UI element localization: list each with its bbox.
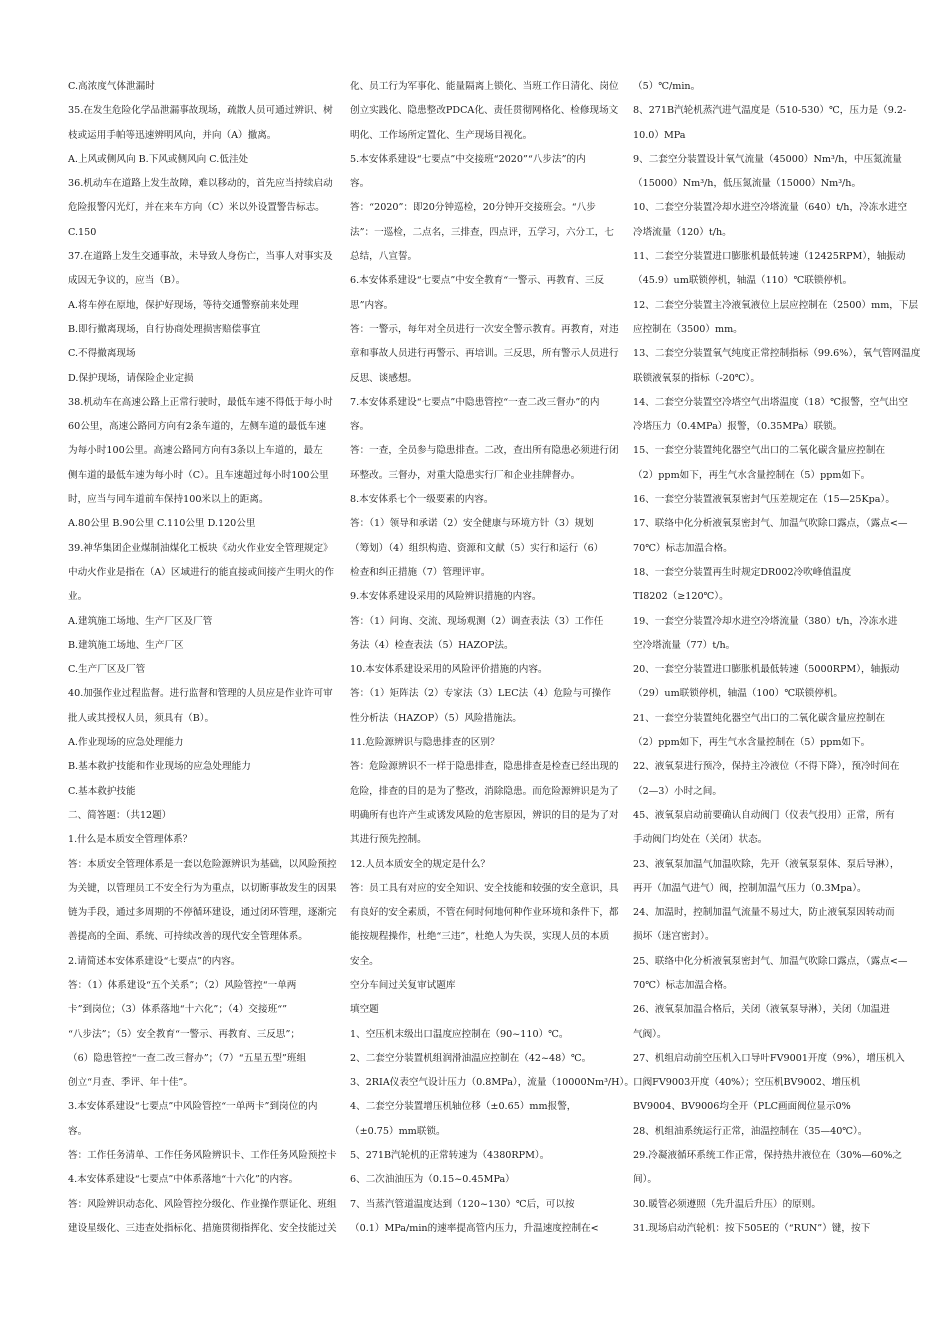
text-line: C.基本救护技能 [68, 785, 136, 797]
text-line: 思”内容。 [350, 299, 394, 311]
text-line: （29）um联锁停机，轴温（100）℃联锁停机。 [633, 688, 844, 700]
text-line: （15000）Nm³/h，低压氮流量（15000）Nm³/h。 [633, 178, 862, 190]
text-line: 口阀FV9003开度（40%）；空压机BV9002、增压机 [633, 1077, 861, 1089]
text-line: 15、一套空分装置纯化器空气出口的二氧化碳含量应控制在 [633, 445, 886, 457]
text-line: 10.本安体系建设采用的风险评价措施的内容。 [350, 664, 548, 676]
text-line: 9、二套空分装置设计氧气流量（45000）Nm³/h，中压氮流量 [633, 153, 902, 165]
text-line: 37.在道路上发生交通事故，未导致人身伤亡，当事人对事实及 [68, 251, 333, 263]
text-line: 检查和纠正措施（7）管理评审。 [350, 566, 491, 578]
text-line: 3、2RIA仪表空气设计压力（0.8MPa），流量（10000Nm³/H）。 [350, 1077, 634, 1089]
text-line: 冷塔流量（120）t/h。 [633, 226, 732, 238]
text-column-right [633, 75, 921, 1241]
text-column-left [68, 75, 336, 1241]
text-line: 创立“月查、季评、年十佳”。 [68, 1077, 193, 1089]
text-line: A.将车停在原地，保护好现场，等待交通警察前来处理 [68, 299, 299, 311]
text-line: 29.冷凝液循环系统工作正常，保持热井液位在（30%—60%之 [633, 1150, 902, 1162]
text-line: 6.本安体系建设“七要点”中安全教育“一警示、再教育、三反 [350, 275, 605, 287]
text-line: 应控制在（3500）mm。 [633, 323, 743, 335]
text-line: 答：危险源辨识不一样于隐患排查，隐患排查是检查已经出现的 [350, 761, 619, 773]
text-line: 善提高的全面、系统、可持续改善的现代安全管理体系。 [68, 931, 308, 943]
text-line: D.保护现场，请保险企业定损 [68, 372, 194, 384]
text-line: 枝或运用手帕等迅速辨明风向，并向（A）撤离。 [68, 129, 277, 141]
text-line: 38.机动车在高速公路上正常行驶时，最低车速不得低于每小时 [68, 396, 333, 408]
text-column-middle [350, 75, 634, 1241]
text-line: TI8202（≥120℃）。 [633, 591, 729, 603]
text-line: 5.本安体系建设“七要点”中交接班“2020”“八步法”的内 [350, 153, 586, 165]
text-line: B.即行撤离现场，自行协商处理损害赔偿事宜 [68, 323, 261, 335]
text-line: 12、二套空分装置主冷液氧液位上层应控制在（2500）mm，下层 [633, 299, 919, 311]
text-line: 答：（1）矩阵法（2）专家法（3）LEC法（4）危险与可操作 [350, 688, 611, 700]
text-line: （5）℃/min。 [633, 81, 701, 92]
text-line: 答：（1）领导和承诺（2）安全健康与环境方针（3）规划 [350, 518, 594, 530]
text-line: B.建筑施工场地、生产厂区 [68, 639, 184, 651]
text-line: 2.请简述本安体系建设“七要点”的内容。 [68, 955, 241, 967]
text-line: 13、二套空分装置氧气纯度正常控制指标（99.6%），氧气管网温度 [633, 348, 921, 360]
text-line: 17、联络中化分析液氧泵密封气、加温气吹除口露点，（露点<— [633, 518, 908, 530]
text-line: 空冷塔流量（77）t/h。 [633, 639, 736, 651]
text-line: 答：本质安全管理体系是一套以危险源辨识为基础，以风险预控 [68, 858, 337, 870]
text-line: 空分车间过关复审试题库 [350, 979, 456, 991]
text-line: 39.神华集团企业煤制油煤化工板块《动火作业安全管理规定》 [68, 542, 333, 554]
text-line: 章和事故人员进行再警示、再培训。三反思，所有警示人员进行 [350, 348, 619, 360]
text-line: 为关键，以管理员工不安全行为为重点，以切断事故发生的因果 [68, 882, 337, 894]
text-line: 60公里，高速公路同方向有2条车道的，左侧车道的最低车速 [68, 421, 327, 433]
text-line: 手动阀门均处在（关闭）状态。 [633, 834, 768, 846]
text-line: （6）隐患管控“一查二改三督办”；（7）“五星五型”班组 [68, 1052, 307, 1064]
text-line: 答：一警示，每年对全员进行一次安全警示教育。再教育，对违 [350, 323, 619, 335]
text-line: 4、二套空分装置增压机轴位移（±0.65）mm报警， [350, 1101, 577, 1113]
text-line: C.150 [68, 226, 97, 238]
text-line: 明化、工作场所定置化、生产现场目视化。 [350, 129, 533, 141]
text-line: C.高浓度气体泄漏时 [68, 81, 155, 92]
text-line: B.基本救护技能和作业现场的应急处理能力 [68, 761, 251, 773]
text-line: 26、液氧泵加温合格后，关闭（液氧泵导淋），关闭（加温进 [633, 1004, 890, 1016]
text-line: 20、一套空分装置进口膨胀机最低转速（5000RPM），轴振动 [633, 664, 900, 676]
text-line: 45、液氧泵启动前要确认自动阀门（仪表气投用）正常，所有 [633, 809, 895, 821]
text-line: 总结，八宣誓。 [350, 251, 418, 263]
text-line: 联锁液氧泵的指标（-20℃）。 [633, 372, 760, 384]
text-line: （±0.75）mm联锁。 [350, 1125, 446, 1137]
text-line: 答：“2020”：即20分钟巡检，20分钟开交接班会。“八步 [350, 202, 596, 214]
text-line: 有良好的安全素质，不管在何时何地何种作业环境和条件下，都 [350, 907, 619, 919]
text-line: 35.在发生危险化学品泄漏事故现场，疏散人员可通过辨识、树 [68, 105, 333, 117]
text-line: 建设星级化、三违查处指标化、措施贯彻指挥化、安全技能过关 [68, 1222, 337, 1234]
text-line: 70℃）标志加温合格。 [633, 542, 733, 554]
text-line: 36.机动车在道路上发生故障，难以移动的，首先应当持续启动 [68, 178, 333, 190]
text-line: 答：（1）问询、交流、现场观测（2）调查表法（3）工作任 [350, 615, 604, 627]
text-line: 化、员工行为军事化、能量隔离上锁化、当班工作日清化、岗位 [350, 81, 619, 92]
text-line: 27、机组启动前空压机入口导叶FV9001开度（9%），增压机入 [633, 1052, 905, 1064]
text-line: 11.危险源辨识与隐患排查的区别？ [350, 737, 500, 749]
text-line: 环整改。三督办，对重大隐患实行厂和企业挂牌督办。 [350, 469, 581, 481]
text-line: 25、联络中化分析液氧泵密封气、加温气吹除口露点，（露点<— [633, 955, 908, 967]
text-line: 12.人员本质安全的规定是什么？ [350, 858, 490, 870]
text-line: 70℃）标志加温合格。 [633, 979, 733, 991]
text-line: 业。 [68, 591, 88, 603]
text-line: 冷塔压力（0.4MPa）报警，（0.35MPa）联锁。 [633, 421, 843, 433]
text-line: 11、二套空分装置进口膨胀机最低转速（12425RPM），轴振动 [633, 251, 906, 263]
text-line: 8、271B汽轮机蒸汽进气温度是（510-530）℃，压力是（9.2- [633, 105, 907, 117]
text-line: （筹划）（4）组织构造、资源和文献（5）实行和运行（6） [350, 542, 604, 554]
text-line: 容。 [68, 1125, 88, 1137]
text-line: 容。 [350, 178, 370, 190]
text-line: A.80公里 B.90公里 C.110公里 D.120公里 [68, 518, 256, 530]
text-line: 3.本安体系建设“七要点”中风险管控“一单两卡”到岗位的内 [68, 1101, 318, 1113]
text-line: （2—3）小时之间。 [633, 785, 722, 797]
text-line: 5、271B汽轮机的正常转速为（4380RPM）。 [350, 1150, 550, 1162]
text-line: （2）ppm如下，再生气水含量控制在（5）ppm如下。 [633, 469, 871, 481]
text-line: 16、一套空分装置液氧泵密封气压差规定在（15—25Kpa）。 [633, 494, 895, 506]
text-line: A.作业现场的应急处理能力 [68, 737, 184, 749]
text-line: 24、加温时，控制加温气流量不易过大，防止液氧泵因转动而 [633, 907, 895, 919]
text-line: 明确所有也许产生或诱发风险的危害原因，辨识的目的是为了对 [350, 809, 619, 821]
text-line: 21、一套空分装置纯化器空气出口的二氧化碳含量应控制在 [633, 712, 886, 724]
text-line: 成因无争议的，应当（B）。 [68, 275, 186, 287]
text-line: 22、液氧泵进行预冷，保持主冷液位（不得下降），预冷时间在 [633, 761, 900, 773]
text-line: C.不得撤离现场 [68, 348, 136, 360]
text-line: 答：工作任务清单、工作任务风险辨识卡、工作任务风险预控卡 [68, 1150, 337, 1162]
text-line: 8.本安体系七个一级要素的内容。 [350, 494, 494, 506]
text-line: 危险报警闪光灯，并在来车方向（C）米以外设置警告标志。 [68, 202, 325, 214]
text-line: 法”：一巡检，二点名，三排查，四点评，五学习，六分工，七 [350, 226, 614, 238]
text-line: 答：（1）体系建设“五个关系”；（2）风险管控“一单两 [68, 979, 297, 991]
text-line: 中动火作业是指在（A）区域进行的能直接或间接产生明火的作 [68, 566, 334, 578]
text-line: 能按规程操作，杜绝“三违”，杜绝人为失误，实现人员的本质 [350, 931, 610, 943]
text-line: 10、二套空分装置冷却水进空冷塔流量（640）t/h，冷冻水进空 [633, 202, 908, 214]
text-line: 23、液氧泵加温气加温吹除，先开（液氧泵泵体、泵后导淋）， [633, 858, 900, 870]
text-line: 填空题 [350, 1004, 379, 1016]
text-line: 28、机组油系统运行正常，油温控制在（35—40℃）。 [633, 1125, 868, 1137]
text-line: 侧车道的最低车速为每小时（C）。且车速超过每小时100公里 [68, 469, 329, 481]
text-line: 危险，排查的目的是为了整改，消除隐患。而危险源辨识是为了 [350, 785, 619, 797]
text-line: 1.什么是本质安全管理体系？ [68, 834, 193, 846]
text-line: 答：一查，全员参与隐患排查。二改，查出所有隐患必须进行闭 [350, 445, 619, 457]
text-line: （45.9）um联锁停机，轴温（110）℃联锁停机。 [633, 275, 853, 287]
text-line: 间）。 [633, 1174, 657, 1186]
text-line: 为每小时100公里。高速公路同方向有3条以上车道的，最左 [68, 445, 323, 457]
text-line: 4.本安体系建设“七要点”中体系落地“十六化”的内容。 [68, 1174, 299, 1186]
text-line: BV9004、BV9006均全开（PLC画面阀位显示0% [633, 1101, 851, 1113]
text-line: 6、二次油油压为（0.15~0.45MPa） [350, 1174, 515, 1186]
text-line: 30.暖管必须遵照（先升温后升压）的原则。 [633, 1198, 821, 1210]
text-line: 反思、谈感想。 [350, 372, 418, 384]
text-line: 卡”到岗位；（3）体系落地“十六化”；（4）交接班“” [68, 1004, 288, 1016]
text-line: 1、空压机末级出口温度应控制在（90~110）℃。 [350, 1028, 569, 1040]
text-line: 14、二套空分装置空冷塔空气出塔温度（18）℃报警，空气出空 [633, 396, 908, 408]
text-line: 7.本安体系建设“七要点”中隐患管控“一查二改三督办”的内 [350, 396, 600, 408]
text-line: 创立实践化、隐患整改PDCA化、责任贯彻网格化、检修现场文 [350, 105, 619, 117]
text-line: 答：员工具有对应的安全知识、安全技能和较强的安全意识，具 [350, 882, 619, 894]
text-line: 答：风险辨识动态化、风险管控分级化、作业操作票证化、班组 [68, 1198, 337, 1210]
text-line: A.上风或侧风向 B.下风或侧风向 C.低洼处 [68, 153, 249, 165]
text-line: 9.本安体系建设采用的风险辨识措施的内容。 [350, 591, 542, 603]
text-line: 2、二套空分装置机组润滑油温应控制在（42~48）℃。 [350, 1052, 592, 1064]
text-line: 性分析法（HAZOP）（5）风险措施法。 [350, 712, 522, 724]
text-line: 再开（加温气进气）阀，控制加温气压力（0.3Mpa）。 [633, 882, 867, 894]
text-line: 其进行预先控制。 [350, 834, 427, 846]
text-line: 时，应当与同车道前车保持100米以上的距离。 [68, 494, 269, 506]
text-line: 18、一套空分装置再生时规定DR002冷吹峰值温度 [633, 566, 852, 578]
text-line: 19、一套空分装置冷却水进空冷塔流量（380）t/h，冷冻水进 [633, 615, 898, 627]
text-line: （0.1）MPa/min的速率提高管内压力，升温速度控制在< [350, 1222, 599, 1234]
text-line: 气阀）。 [633, 1028, 667, 1040]
text-line: C.生产厂区及厂管 [68, 664, 146, 676]
text-line: 31.现场启动汽轮机：按下505E的（“RUN”）键，按下 [633, 1222, 871, 1234]
text-line: （2）ppm如下，再生气水含量控制在（5）ppm如下。 [633, 737, 871, 749]
text-line: 务法（4）检查表法（5）HAZOP法。 [350, 639, 514, 651]
text-line: 安全。 [350, 955, 379, 967]
text-line: 40.加强作业过程监督。进行监督和管理的人员应是作业许可审 [68, 688, 333, 700]
text-line: 二、简答题：（共12题） [68, 809, 172, 821]
text-line: 损坏（迷宫密封）。 [633, 931, 715, 943]
text-line: 容。 [350, 421, 370, 433]
text-line: 批人或其授权人员，须具有（B）。 [68, 712, 215, 724]
text-line: 10.0）MPa [633, 129, 686, 141]
text-line: “八步法”；（5）安全教育“一警示、再教育、三反思”； [68, 1028, 300, 1040]
text-line: 7、当蒸汽管道温度达到（120~130）℃后，可以按 [350, 1198, 575, 1210]
text-line: A.建筑施工场地、生产厂区及厂管 [68, 615, 213, 627]
text-line: 链为手段，通过多周期的不停循环建设，通过闭环管理，逐渐完 [68, 907, 337, 919]
